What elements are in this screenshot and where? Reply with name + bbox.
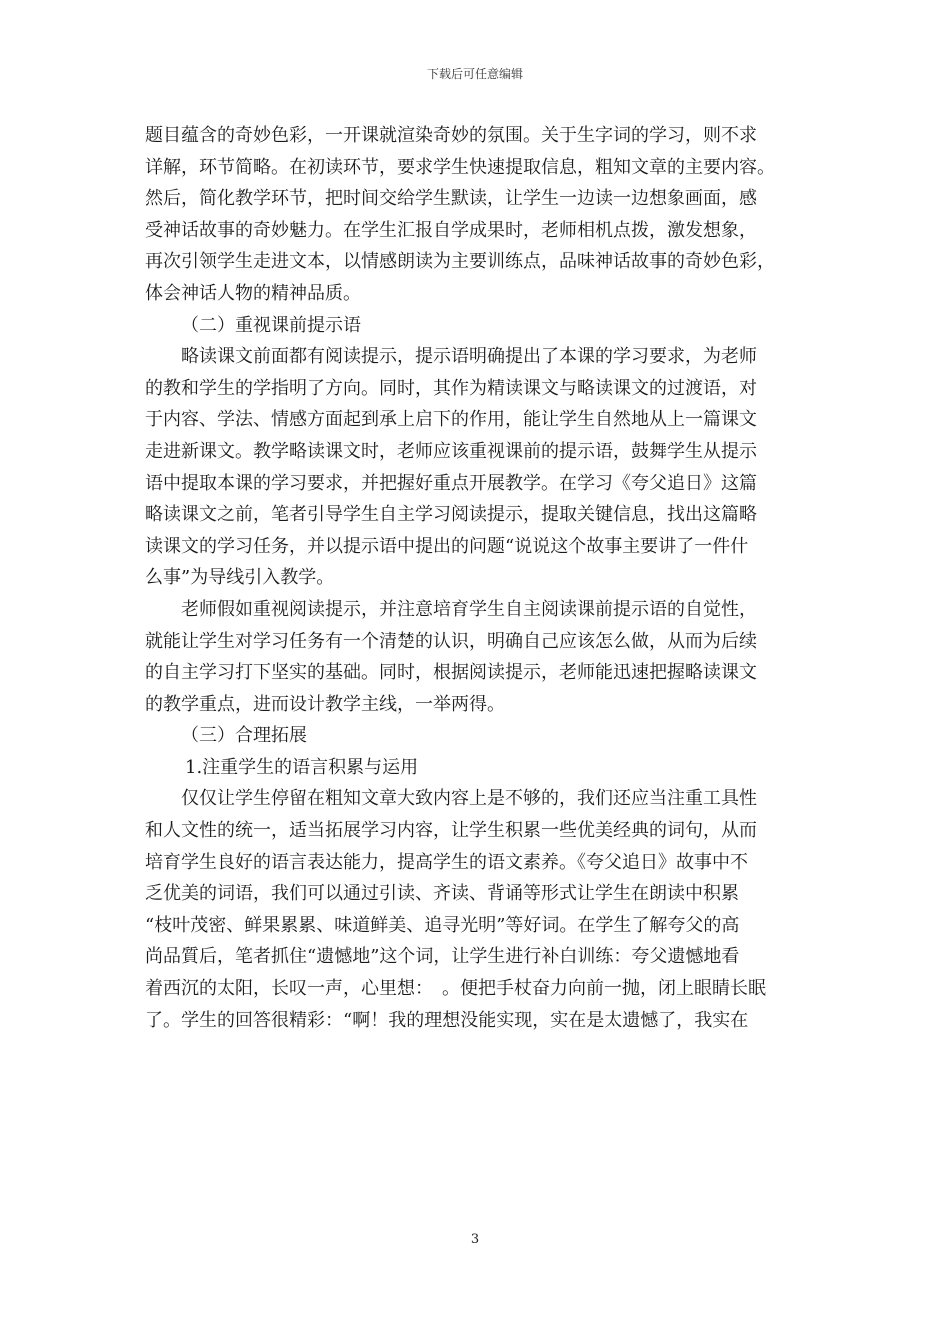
page-header: 下载后可任意编辑 [426, 67, 523, 81]
paragraph-line: 于内容、学法、情感方面起到承上启下的作用，能让学生自然地从上一篇课文 [145, 409, 757, 431]
paragraph-first-line: 略读课文前面都有阅读提示，提示语明确提出了本课的学习要求，为老师 [181, 346, 757, 368]
paragraph-line: 了。学生的回答很精彩：“啊！我的理想没能实现，实在是太遗憾了，我实在 [145, 1009, 749, 1031]
paragraph-line: 体会神话人物的精神品质。 [145, 282, 361, 304]
paragraph-line: 着西沉的太阳，长叹一声，心里想： 。便把手杖奋力向前一抛，闭上眼睛长眠 [145, 978, 766, 1000]
paragraph-line: “枝叶茂密、鲜果累累、味道鲜美、追寻光明”等好词。在学生了解夸父的高 [145, 914, 740, 936]
page-number: 3 [470, 1232, 480, 1247]
paragraph-line: 然后，简化教学环节，把时间交给学生默读，让学生一边读一边想象画面，感 [145, 188, 757, 210]
paragraph-first-line: 仅仅让学生停留在粗知文章大致内容上是不够的，我们还应当注重工具性 [181, 788, 757, 810]
section-heading-2: （二）重视课前提示语 [181, 314, 361, 336]
paragraph-line: 再次引领学生走进文本，以情感朗读为主要训练点，品味神话故事的奇妙色彩， [145, 251, 775, 273]
paragraph-line: 培育学生良好的语言表达能力，提高学生的语文素养。《夸父追日》故事中不 [145, 851, 748, 873]
paragraph-first-line: 老师假如重视阅读提示，并注意培育学生自主阅读课前提示语的自觉性， [181, 598, 757, 620]
paragraph-line: 乏优美的词语，我们可以通过引读、齐读、背诵等形式让学生在朗读中积累 [145, 883, 739, 905]
paragraph-line: 受神话故事的奇妙魅力。在学生汇报自学成果时，老师相机点拨，激发想象， [145, 219, 757, 241]
paragraph-line: 语中提取本课的学习要求，并把握好重点开展教学。在学习《夸父追日》这篇 [145, 472, 757, 494]
paragraph-line: 么事”为导线引入教学。 [145, 567, 335, 589]
paragraph-line: 详解，环节简略。在初读环节，要求学生快速提取信息，粗知文章的主要内容。 [145, 156, 775, 178]
paragraph-line: 的教学重点，进而设计教学主线，一举两得。 [145, 693, 505, 715]
subsection-heading: 1.注重学生的语言积累与运用 [185, 756, 419, 778]
paragraph-line: 略读课文之前，笔者引导学生自主学习阅读提示，提取关键信息，找出这篇略 [145, 504, 757, 526]
paragraph-line: 的教和学生的学指明了方向。同时，其作为精读课文与略读课文的过渡语，对 [145, 377, 757, 399]
paragraph-line: 题目蕴含的奇妙色彩，一开课就渲染奇妙的氛围。关于生字词的学习，则不求 [145, 125, 757, 146]
paragraph-line: 读课文的学习任务，并以提示语中提出的问题“说说这个故事主要讲了一件什 [145, 535, 749, 557]
paragraph-line: 尚品質后，笔者抓住“遗憾地”这个词，让学生进行补白训练：夸父遗憾地看 [145, 946, 740, 968]
paragraph-line: 就能让学生对学习任务有一个清楚的认识，明确自己应该怎么做，从而为后续 [145, 630, 757, 652]
paragraph-line: 和人文性的统一，适当拓展学习内容，让学生积累一些优美经典的词句，从而 [145, 820, 757, 842]
section-heading-3: （三）合理拓展 [181, 725, 307, 747]
paragraph-line: 走进新课文。教学略读课文时，老师应该重视课前的提示语，鼓舞学生从提示 [145, 440, 757, 462]
paragraph-line: 的自主学习打下坚实的基础。同时，根据阅读提示，老师能迅速把握略读课文 [145, 662, 757, 684]
document-body [145, 120, 815, 1036]
